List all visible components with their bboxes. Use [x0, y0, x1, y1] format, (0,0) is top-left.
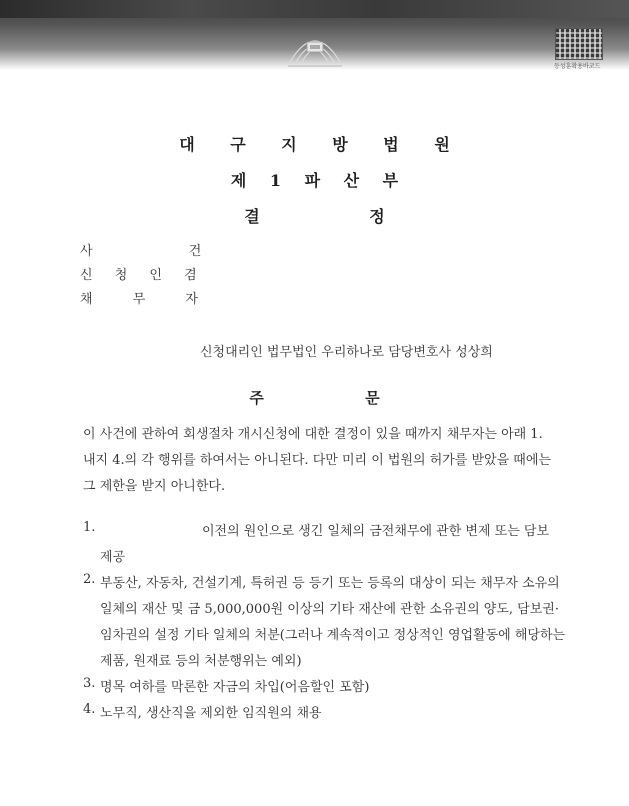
order-text-line: 그 제한을 받지 아니한다.	[83, 479, 226, 494]
item-text-line: 일체의 재산 및 금 5,000,000원 이상의 기타 재산에 관한 소유권의 양도, 담보권·	[100, 602, 559, 617]
label-case: 사 건	[80, 244, 248, 259]
order-heading: 주 문	[249, 389, 428, 407]
item-text-line: 제공	[100, 550, 126, 565]
item-number: 4.	[83, 702, 96, 717]
item-text-line: 명목 여하를 막론한 자금의 차입(어음할인 포함)	[100, 680, 370, 695]
barcode-stamp	[555, 28, 603, 60]
division-name: 제 1 파 산 부	[230, 171, 408, 190]
label-applicant: 신 청 인 겸	[80, 268, 206, 283]
barcode-caption: 등성훈확용바코드	[554, 63, 601, 70]
court-name: 대 구 지 방 법 원	[179, 135, 465, 154]
agent-line: 신청대리인 법무법인 우리하나로 담당변호사 성상희	[200, 345, 493, 360]
order-text-line: 이 사건에 관하여 회생절차 개시신청에 대한 결정이 있을 때까지 채무자는 아래 1.	[83, 427, 543, 442]
item-number: 3.	[83, 676, 96, 691]
label-debtor: 채 무 자	[80, 292, 216, 307]
item-number: 2.	[83, 572, 96, 587]
item-number: 1.	[83, 520, 96, 535]
document-type: 결 정	[244, 207, 437, 226]
order-text-line: 내지 4.의 각 행위를 하여서는 아니된다. 다만 미리 이 법원의 허가를 받았을 때에는	[83, 453, 551, 468]
item-text-line: 임차권의 설정 기타 일체의 처분(그러나 계속적이고 정상적인 영업활동에 해당하는	[100, 628, 566, 643]
item-text-line: 이전의 원인으로 생긴 일체의 금전채무에 관한 변제 또는 담보	[202, 524, 550, 539]
item-text-line: 제품, 원재료 등의 처분행위는 예외)	[100, 654, 302, 669]
court-emblem-icon	[282, 22, 348, 70]
item-text-line: 노무직, 생산직을 제외한 임직원의 채용	[100, 706, 322, 721]
item-text-line: 부동산, 자동차, 건설기계, 특허권 등 등기 또는 등록의 대상이 되는 채무자 소유의	[100, 576, 560, 591]
